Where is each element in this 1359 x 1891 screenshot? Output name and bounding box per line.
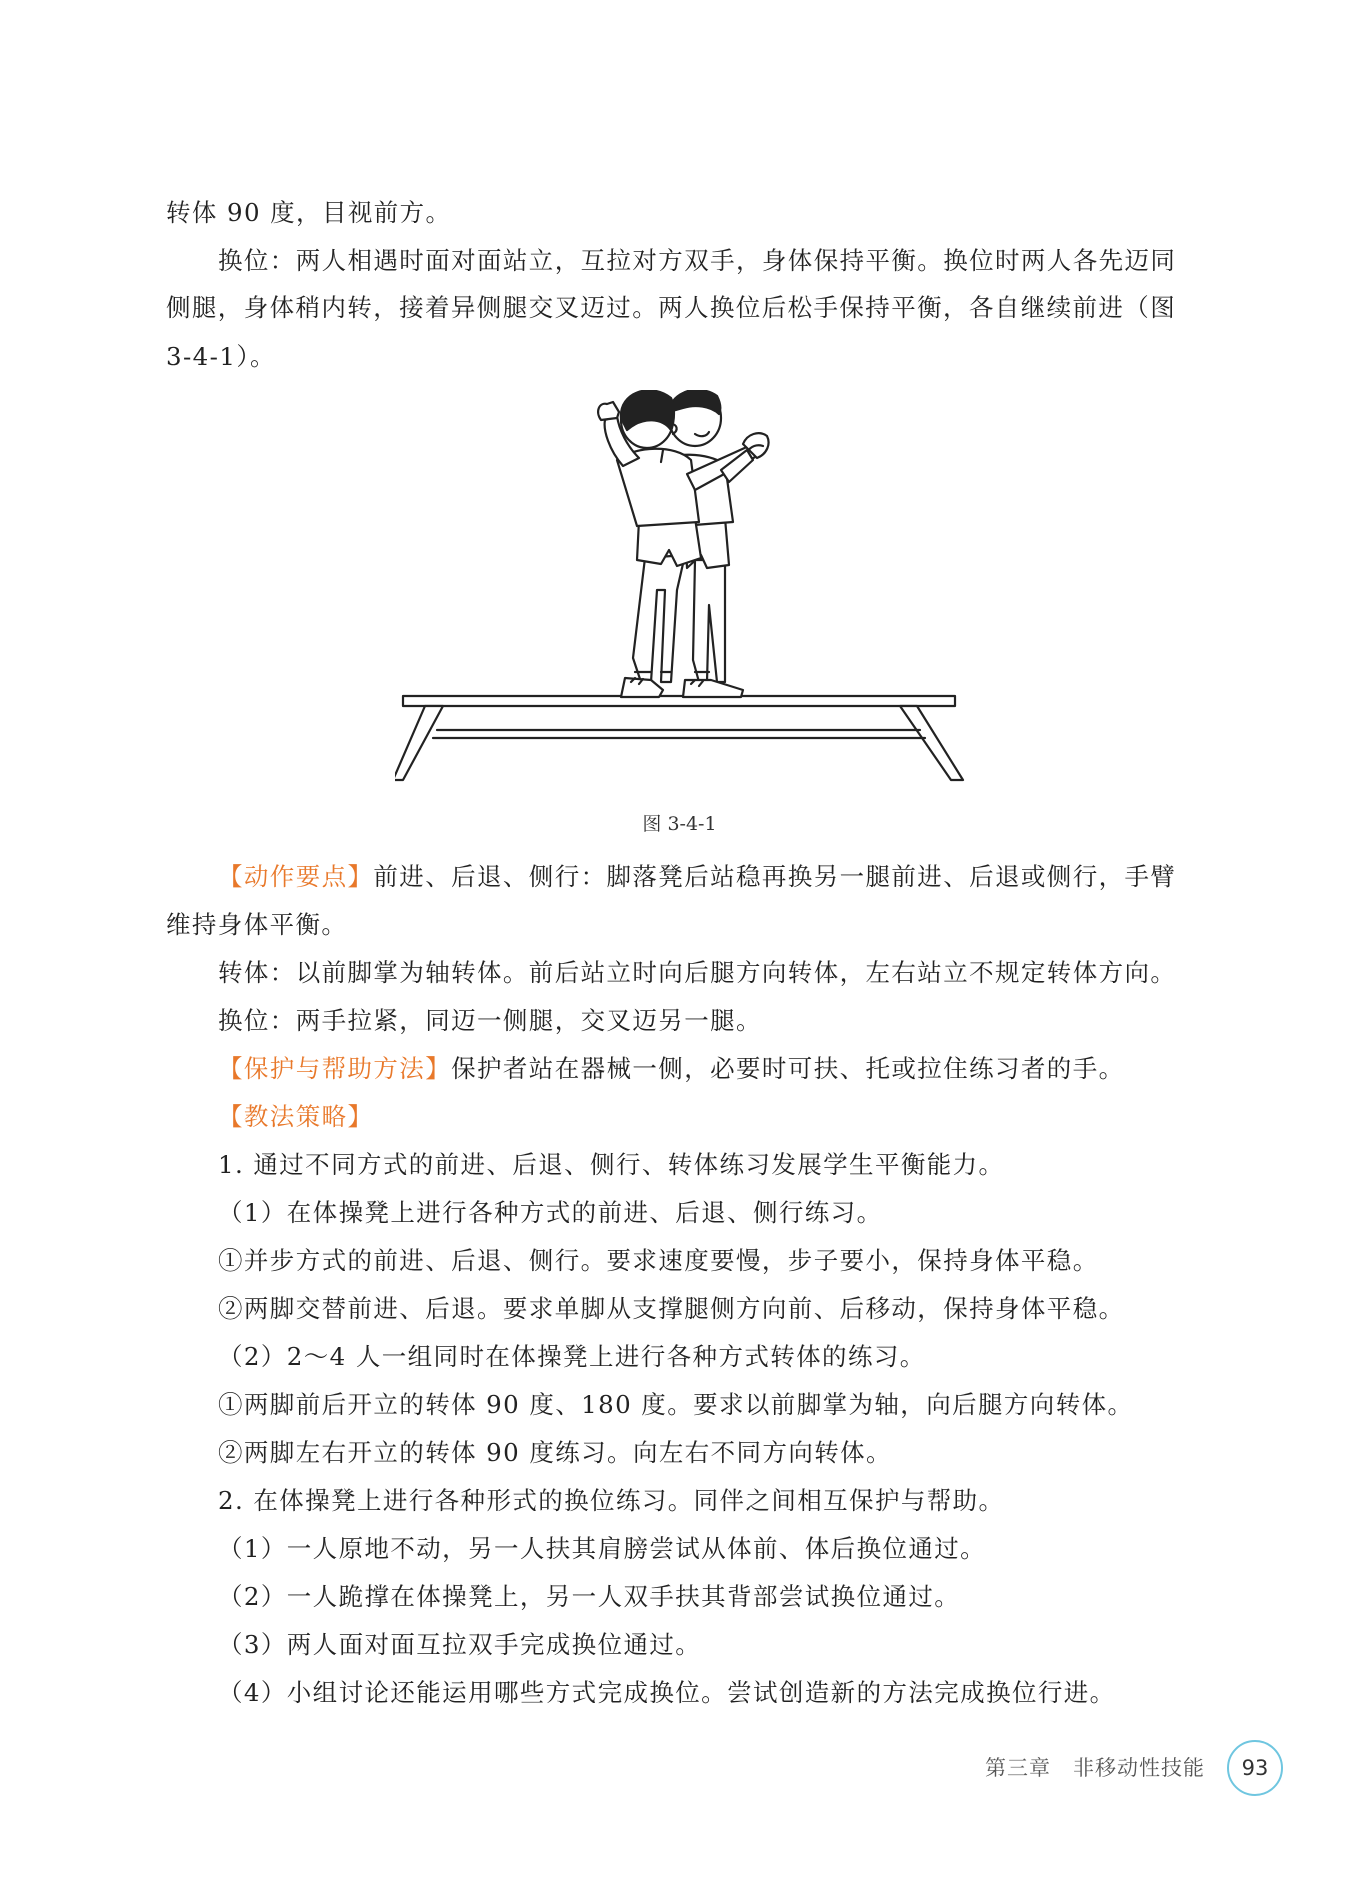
- key-points-line: 转体：以前脚掌为轴转体。前后站立时向后腿方向转体，左右站立不规定转体方向。: [218, 958, 1177, 987]
- teaching-item: （2）一人跪撑在体操凳上，另一人双手扶其背部尝试换位通过。: [218, 1582, 961, 1611]
- body-paragraph-line: 换位：两人相遇时面对面站立，互拉对方双手，身体保持平衡。换位时两人各先迈同: [218, 246, 1177, 275]
- body-paragraph-line: 侧腿，身体稍内转，接着异侧腿交叉迈过。两人换位后松手保持平衡，各自继续前进（图: [166, 293, 1177, 322]
- teaching-item: （1）在体操凳上进行各种方式的前进、后退、侧行练习。: [218, 1198, 883, 1227]
- key-points-line: 维持身体平衡。: [166, 910, 348, 939]
- teaching-item: （1）一人原地不动，另一人扶其肩膀尝试从体前、体后换位通过。: [218, 1534, 987, 1563]
- key-points-tag: 【动作要点】: [218, 862, 374, 891]
- teaching-item: 2. 在体操凳上进行各种形式的换位练习。同伴之间相互保护与帮助。: [218, 1486, 1005, 1515]
- protection-tag: 【保护与帮助方法】: [218, 1054, 452, 1083]
- teaching-tag: 【教法策略】: [218, 1102, 374, 1131]
- protection-text: 保护者站在器械一侧，必要时可扶、托或拉住练习者的手。: [451, 1054, 1125, 1083]
- teaching-tag-line: [218, 1102, 373, 1132]
- teaching-item: ①并步方式的前进、后退、侧行。要求速度要慢，步子要小，保持身体平稳。: [218, 1246, 1099, 1275]
- body-paragraph-line: 3-4-1）。: [166, 342, 276, 371]
- teaching-item: （2）2～4 人一组同时在体操凳上进行各种方式转体的练习。: [218, 1342, 926, 1371]
- protection-line: [218, 1054, 1125, 1084]
- bench-exchange-illustration: [395, 390, 965, 790]
- teaching-item: （4）小组讨论还能运用哪些方式完成换位。尝试创造新的方法完成换位行进。: [218, 1678, 1116, 1707]
- figure-caption: 图 3-4-1: [642, 813, 717, 835]
- teaching-item: 1. 通过不同方式的前进、后退、侧行、转体练习发展学生平衡能力。: [218, 1150, 1005, 1179]
- teaching-item: ②两脚左右开立的转体 90 度练习。向左右不同方向转体。: [218, 1438, 892, 1467]
- teaching-item: ②两脚交替前进、后退。要求单脚从支撑腿侧方向前、后移动，保持身体平稳。: [218, 1294, 1125, 1323]
- teaching-item: ①两脚前后开立的转体 90 度、180 度。要求以前脚掌为轴，向后腿方向转体。: [218, 1390, 1134, 1419]
- teaching-item: （3）两人面对面互拉双手完成换位通过。: [218, 1630, 702, 1659]
- key-points-text: 前进、后退、侧行：脚落凳后站稳再换另一腿前进、后退或侧行，手臂: [373, 862, 1177, 891]
- key-points-line: [218, 862, 1176, 892]
- key-points-line: 换位：两手拉紧，同迈一侧腿，交叉迈另一腿。: [218, 1006, 762, 1035]
- body-paragraph-line: 转体 90 度，目视前方。: [166, 198, 452, 227]
- footer-chapter-title: 第三章 非移动性技能: [985, 1756, 1205, 1780]
- page-number: 93: [1227, 1740, 1283, 1796]
